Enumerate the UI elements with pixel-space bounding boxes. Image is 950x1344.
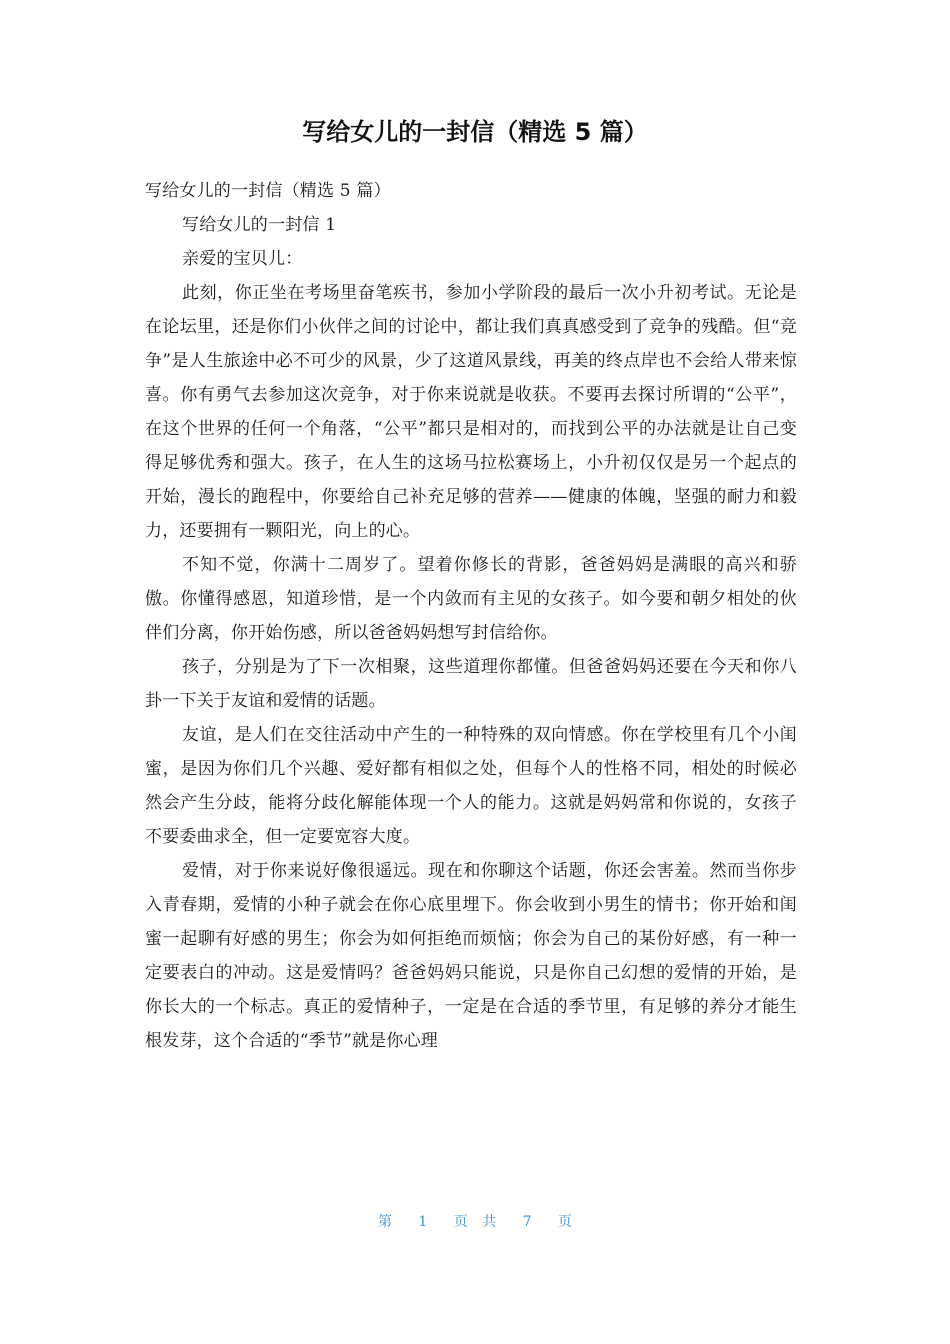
paragraph-letter-heading: 写给女儿的一封信 1 xyxy=(182,215,337,235)
footer-total-pages: 7 xyxy=(522,1214,532,1230)
footer-ye: 页 xyxy=(558,1214,573,1230)
footer-ye-gong: 页 共 xyxy=(453,1214,497,1230)
paragraph-body: 此刻，你正坐在考场里奋笔疾书，参加小学阶段的最后一次小升初考试。无论是在论坛里，还是你们小伙伴之间的讨论中，都让我们真真感受到了竞争的残酷。但“竞争”是人生旅途中必不可少的风景，少了这道风景线，再美的终点岸也不会给人带来惊喜。你有勇气去参加这次竞争，对于你来说就是收获。不要再去探讨所谓的“公平”，在这个世界的任何一个角落，“公平”都只是相对的，而找到公平的办法就是让自己变得足够优秀和强大。孩子，在人生的这场马拉松赛场上，小升初仅仅是另一个起点的开始，漫长的跑程中，你要给自己补充足够的营养——健康的体魄，坚强的耐力和毅力，还要拥有一颗阳光，向上的心。 xyxy=(145,283,797,541)
paragraph-salutation: 亲爱的宝贝儿： xyxy=(182,249,303,269)
footer-di: 第 xyxy=(377,1214,392,1230)
document-title: 写给女儿的一封信（精选 5 篇） xyxy=(302,118,648,146)
paragraph-body: 爱情，对于你来说好像很遥远。现在和你聊这个话题，你还会害羞。然而当你步入青春期，爱情的小种子就会在你心底里埋下。你会收到小男生的情书；你开始和闺蜜一起聊有好感的男生；你会为如何拒绝而烦恼；你会为自己的某份好感，有一种一定要表白的冲动。这是爱情吗？爸爸妈妈只能说，只是你自己幻想的爱情的开始，是你长大的一个标志。真正的爱情种子，一定是在合适的季节里，有足够的养分才能生根发芽，这个合适的“季节”就是你心理 xyxy=(145,861,797,1051)
paragraph-body: 不知不觉，你满十二周岁了。望着你修长的背影，爸爸妈妈是满眼的高兴和骄傲。你懂得感恩，知道珍惜，是一个内敛而有主见的女孩子。如今要和朝夕相处的伙伴们分离，你开始伤感，所以爸爸妈妈想写封信给你。 xyxy=(145,555,797,643)
paragraph-body: 友谊，是人们在交往活动中产生的一种特殊的双向情感。你在学校里有几个小闺蜜，是因为你们几个兴趣、爱好都有相似之处，但每个人的性格不同，相处的时候必然会产生分歧，能将分歧化解能体现一个人的能力。这就是妈妈常和你说的，女孩子不要委曲求全，但一定要宽容大度。 xyxy=(145,725,797,847)
paragraph-body: 孩子，分别是为了下一次相聚，这些道理你都懂。但爸爸妈妈还要在今天和你八卦一下关于友谊和爱情的话题。 xyxy=(145,657,797,711)
page-footer xyxy=(0,1210,950,1234)
paragraph-collection-title: 写给女儿的一封信（精选 5 篇） xyxy=(145,181,391,201)
footer-page-number: 1 xyxy=(418,1214,428,1230)
document-body xyxy=(145,174,797,1058)
